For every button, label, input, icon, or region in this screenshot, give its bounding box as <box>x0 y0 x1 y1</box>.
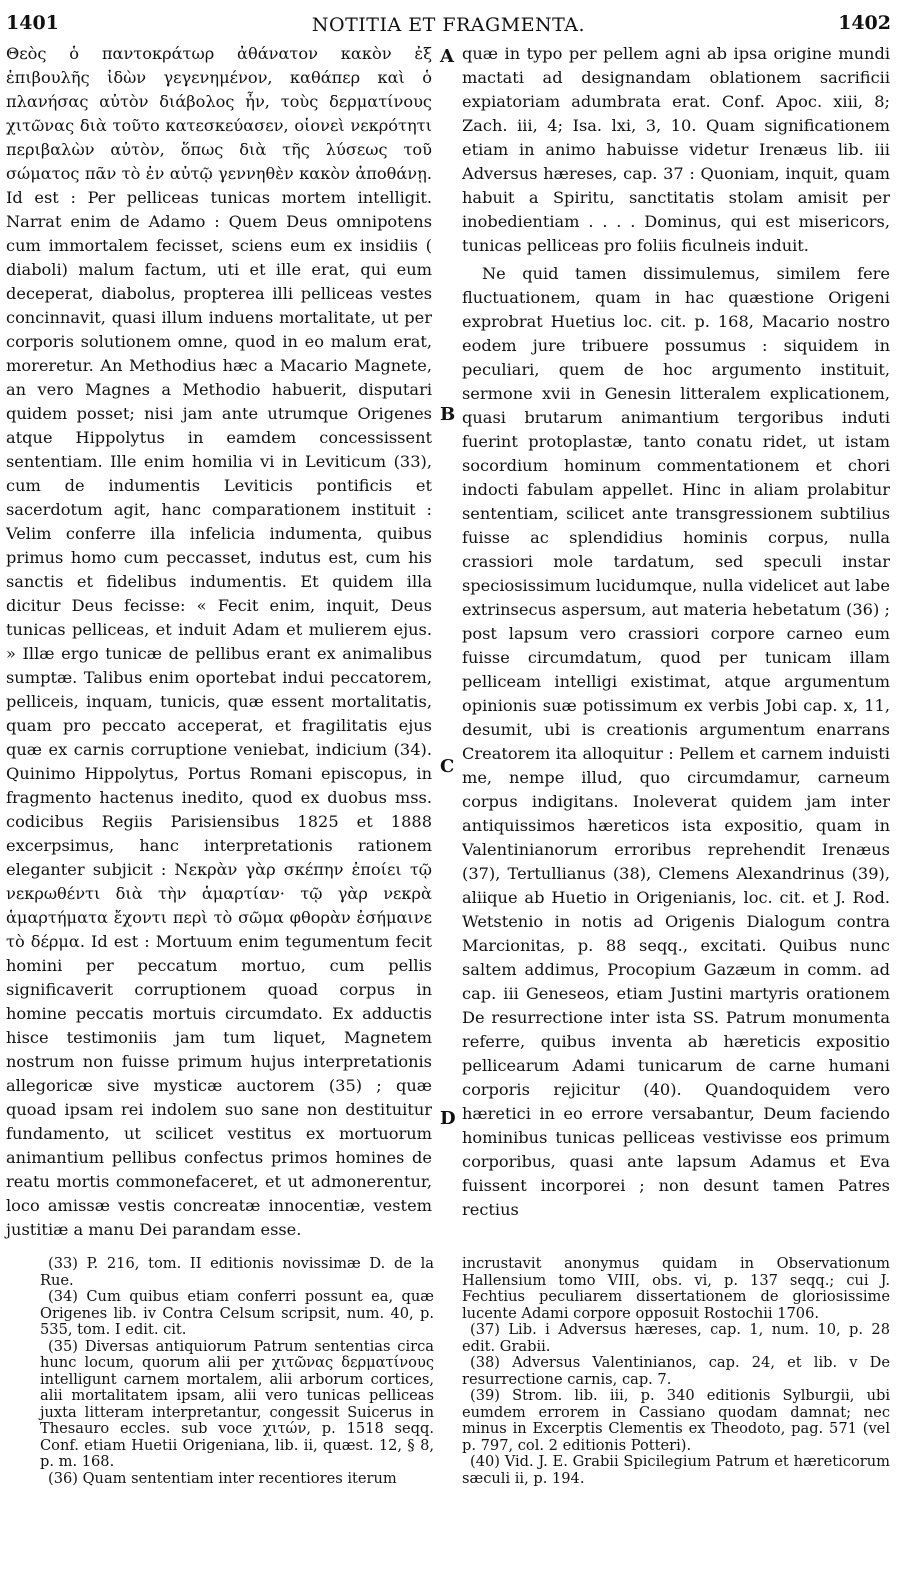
footnote-34: (34) Cum quibus etiam conferri possunt ea, quæ Origenes lib. iv Contra Celsum scripsit, num. 40, p. 535, tom. I edit. cit. <box>40 1288 434 1338</box>
footnote-38: (38) Adversus Valentinianos, cap. 24, et lib. v De resurrectione carnis, cap. 7. <box>462 1354 890 1388</box>
footnote-37: (37) Lib. i Adversus hæreses, cap. 1, num. 10, p. 28 edit. Grabii. <box>462 1321 890 1355</box>
margin-letter-d: D <box>440 1108 456 1129</box>
right-paragraph-2: Ne quid tamen dissimulemus, similem fere fluctuationem, quam in hac quæstione Origeni exprobrat Huetius loc. cit. p. 168, Macario nostro eodem jure tribuere possumus : siquidem in peculiari, quem de hoc argumento instituit, sermone xvii in Genesin litteralem explicationem, quasi brutarum animantium tergoribus induti fuerint protoplastæ, tanto conatu ridet, ut istam socordium hominum commentationem et chori indocti fabulam appellet. Hinc in aliam prolabitur sententiam, scilicet ante transgressionem subtilius fuisse ac splendidius hominis corpus, nulla crassiori mole tardatum, sed speculi instar speciosissimum lucidumque, nulla videlicet aut labe extrinsecus aspersum, aut materia hebetatum (36) ; post lapsum vero crassiori corpore carneo eum fuisse circumdatum, quod per tunicam illam pelliceam intelligi existimat, atque argumentum opinionis suæ potissimum ex verbis Jobi cap. x, 11, desumit, ubi is creationis argumentum enarrans Creatorem ita alloquitur : Pellem et carnem induisti me, nempe illud, quo circumdamur, carneum corpus indigitans. Inoleverat quidem jam inter antiquissimos hæreticos ista expositio, quam in Valentinianorum erroribus reprehendit Irenæus (37), Tertullianus (38), Clemens Alexandrinus (39), aliique ab Huetio in Origenianis, loc. cit. et J. Rod. Wetstenio in notis ad Origenis Dialogum contra Marcionitas, p. 88 seqq., excitati. Quibus nunc saltem addimus, Procopium Gazæum in comm. ad cap. iii Geneseos, etiam Justini martyris orationem De resurrectione inter ista SS. Patrum monumenta referre, quibus inventa ab hæreticis expositio pellicearum Adami tunicarum de carne humani corporis rejicitur (40). Quandoquidem vero hæretici in eo errore versabantur, Deum faciendo hominibus tunicas pelliceas vestivisse eos primum corporibus, quasi ante lapsum Adamus et Eva fuissent incorporei ; non desunt tamen Patres rectius <box>462 264 890 1219</box>
footnote-35: (35) Diversas antiquiorum Patrum sententias circa hunc locum, quorum alii per χιτῶνας δερματίνους intelligunt carnem mortalem, alii arborum cortices, alii mortalitatem ipsam, alii vero tunicas pelliceas juxta litteram interpretantur, congessit Suicerus in Thesauro eccles. sub voce χιτών, p. 1518 seqq. Conf. etiam Huetii Origeniana, lib. ii, quæst. 12, § 8, p. m. 168. <box>40 1337 434 1470</box>
running-title: NOTITIA ET FRAGMENTA. <box>311 14 586 36</box>
page-header <box>0 8 897 38</box>
footnote-36-continued: incrustavit anonymus quidam in Observationum Hallensium tomo VIII, obs. vi, p. 137 seqq.; cui J. Fechtius peculiarem dissertationem de gloriosissime lucente Adami corpore opposuit Rostochii 1706. <box>462 1255 890 1322</box>
left-paragraph: Θεὸς ὁ παντοκράτωρ ἀθάνατον κακὸν ἐξ ἐπιβουλῆς ἰδὼν γεγενημένον, καθάπερ καὶ ὁ πλανήσας αὐτὸν διάβολος ἦν, τοὺς δερματίνους χιτῶνας διὰ τοῦτο κατεσκεύασεν, οἱονεὶ νεκρότητι περιβαλὼν αὐτὸν, ὅπως διὰ τῆς λύσεως τοῦ σώματος πᾶν τὸ ἐν αὐτῷ γεννηθὲν κακὸν ἀποθάνῃ. Id est : Per pelliceas tunicas mortem intelligit. Narrat enim de Adamo : Quem Deus omnipotens cum immortalem fecisset, sciens eum ex insidiis ( diaboli) malum factum, uti et ille erat, qui eum deceperat, diabolus, propterea illi pelliceas vestes concinnavit, quasi illum induens mortalitate, ut per corporis solutionem omne, quod in eo malum erat, moreretur. An Methodius hæc a Macario Magnete, an vero Magnes a Methodio habuerit, disputari quidem posset; nisi jam ante utrumque Origenes atque Hippolytus in eamdem concessissent sententiam. Ille enim homilia vi in Leviticum (33), cum de indumentis Leviticis pontificis et sacerdotum agit, hanc comparationem instituit : Velim conferre illa infelicia indumenta, quibus primus homo cum peccasset, indutus est, cum his sanctis et fidelibus indumentis. Et quidem illa dicitur Deus fecisse: « Fecit enim, inquit, Deus tunicas pelliceas, et induit Adam et mulierem ejus. » Illæ ergo tunicæ de pellibus erant ex animalibus sumptæ. Talibus enim oportebat indui peccatorem, pelliceis, inquam, tunicis, quæ essent mortalitatis, quam pro peccato acceperat, et fragilitatis ejus quæ ex carnis corruptione veniebat, indicium (34). Quinimo Hippolytus, Portus Romani episcopus, in fragmento hactenus inedito, quod ex duobus mss. codicibus Regiis Parisiensibus 1825 et 1888 excerpsimus, hanc interpretationis rationem eleganter subjicit : Νεκρὰν γὰρ σκέπην ἐποίει τῷ νεκρωθέντι διὰ τὴν ἁμαρτίαν· τῷ γὰρ νεκρὰ ἁμαρτήματα ἔχοντι περὶ τὸ σῶμα φθορὰν ἐσήμαινε τὸ δέρμα. Id est : Mortuum enim tegumentum fecit homini per peccatum mortuo, cum pellis significaverit corruptionem quoad corpus in homine peccatis mortuis circumdato. Ex adductis hisce testimoniis jam tum liquet, Magnetem nostrum non fuisse primum hujus interpretationis allegoricæ sive mysticæ auctorem (35) ; quæ quoad ipsam rei indolem suo sane non destituitur fundamento, ut scilicet vestitus ex mortuorum animantium pellibus confectus primos homines de reatu mortis commonefaceret, et ut admonerentur, loco amissæ vestis concreatæ innocentiæ, vestem justitiæ a manu Dei parandam esse. <box>6 44 432 1239</box>
margin-letter-c: C <box>440 756 455 777</box>
footnote-33: (33) P. 216, tom. II editionis novissimæ D. de la Rue. <box>40 1255 434 1289</box>
margin-letter-a: A <box>440 46 454 67</box>
footnote-40: (40) Vid. J. E. Grabii Spicilegium Patrum et hæreticorum sæculi ii, p. 194. <box>462 1453 890 1487</box>
page-number-left: 1401 <box>6 12 59 34</box>
margin-letter-b: B <box>440 404 456 425</box>
footnote-36: (36) Quam sententiam inter recentiores iterum <box>48 1469 397 1487</box>
footnotes-left <box>40 1256 434 1487</box>
footnote-39: (39) Strom. lib. iii, p. 340 editionis Sylburgii, ubi eumdem errorem in Cassiano quodam damnat; nec minus in Excerptis Clementis ex Theodoto, pag. 571 (vel p. 797, col. 2 editionis Potteri). <box>462 1387 890 1454</box>
page-number-right: 1402 <box>838 12 891 34</box>
right-paragraph-1: quæ in typo per pellem agni ab ipsa origine mundi mactati ad designandam oblationem sacrificii expiatoriam adumbrata erat. Conf. Apoc. xiii, 8; Zach. iii, 4; Isa. lxi, 3, 10. Quam significationem etiam in animo habuisse videtur Irenæus lib. iii Adversus hæreses, cap. 37 : Quoniam, inquit, quam habuit a Spiritu, sanctitatis stolam amisit per inobedientiam . . . . Dominus, qui est misericors, tunicas pelliceas pro foliis ficulneis induit. <box>462 44 890 255</box>
footnotes-right <box>462 1256 890 1487</box>
